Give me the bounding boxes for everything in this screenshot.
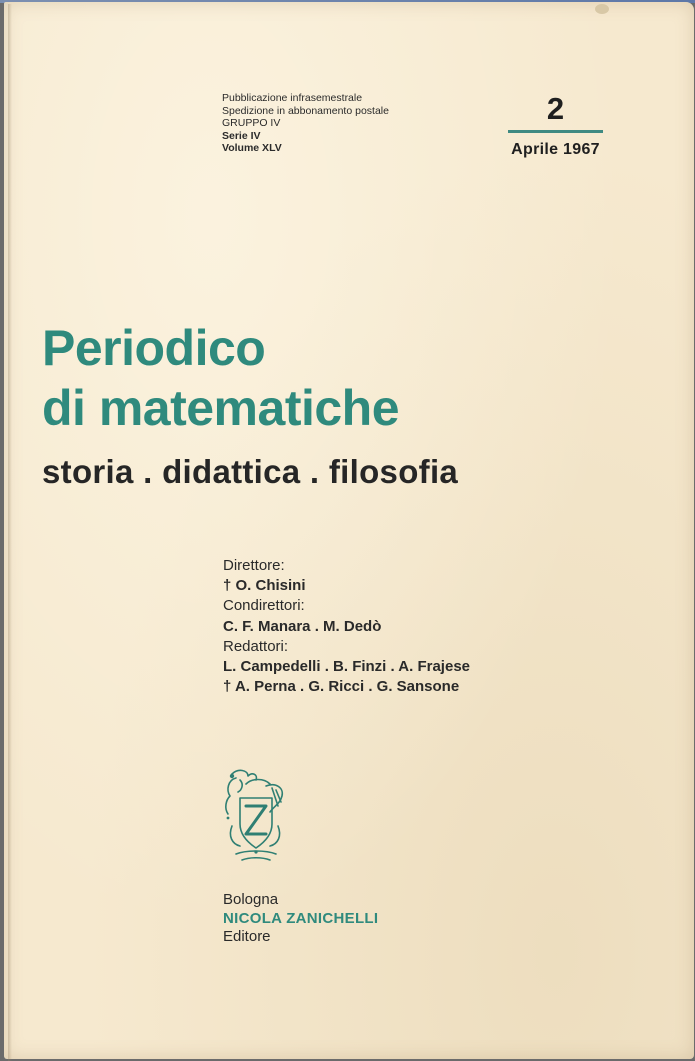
publisher-city: Bologna — [223, 891, 279, 908]
pubinfo-line: Pubblicazione infrasemestrale — [222, 92, 363, 104]
publisher-role: Editore — [223, 928, 271, 945]
editors-names-2: † A. Perna . G. Ricci . G. Sansone — [223, 678, 460, 696]
issue-rule — [508, 130, 603, 133]
pubinfo-line: GRUPPO IV — [222, 117, 281, 130]
journal-title — [42, 318, 399, 438]
pubinfo-line: Spedizione in abbonamento postale — [222, 104, 389, 117]
pubinfo-line: Volume XLV — [222, 142, 282, 155]
codirectors-label: Condirettori: — [223, 597, 305, 615]
issue-block — [508, 90, 603, 159]
journal-subtitle: storia . didattica . filosofia — [42, 453, 459, 490]
codirectors-names: C. F. Manara . M. Dedò — [223, 617, 382, 635]
publisher-block — [223, 891, 378, 947]
issue-number: 2 — [546, 91, 565, 126]
title-line-1: Periodico — [42, 320, 266, 376]
issue-date: Aprile 1967 — [511, 141, 600, 158]
zanichelli-emblem-icon — [218, 766, 294, 866]
title-line-2: di matematiche — [42, 380, 400, 436]
spine-wear — [8, 4, 12, 1061]
publication-info — [222, 92, 389, 155]
editorial-staff — [223, 556, 470, 697]
editors-label: Redattori: — [223, 637, 289, 655]
paper-tear — [595, 4, 609, 14]
editors-names-1: L. Campedelli . B. Finzi . A. Frajese — [223, 658, 471, 676]
publisher-name: NICOLA ZANICHELLI — [223, 909, 379, 927]
director-name: † O. Chisini — [223, 577, 306, 595]
pubinfo-line: Serie IV — [222, 129, 261, 142]
director-label: Direttore: — [223, 557, 285, 574]
